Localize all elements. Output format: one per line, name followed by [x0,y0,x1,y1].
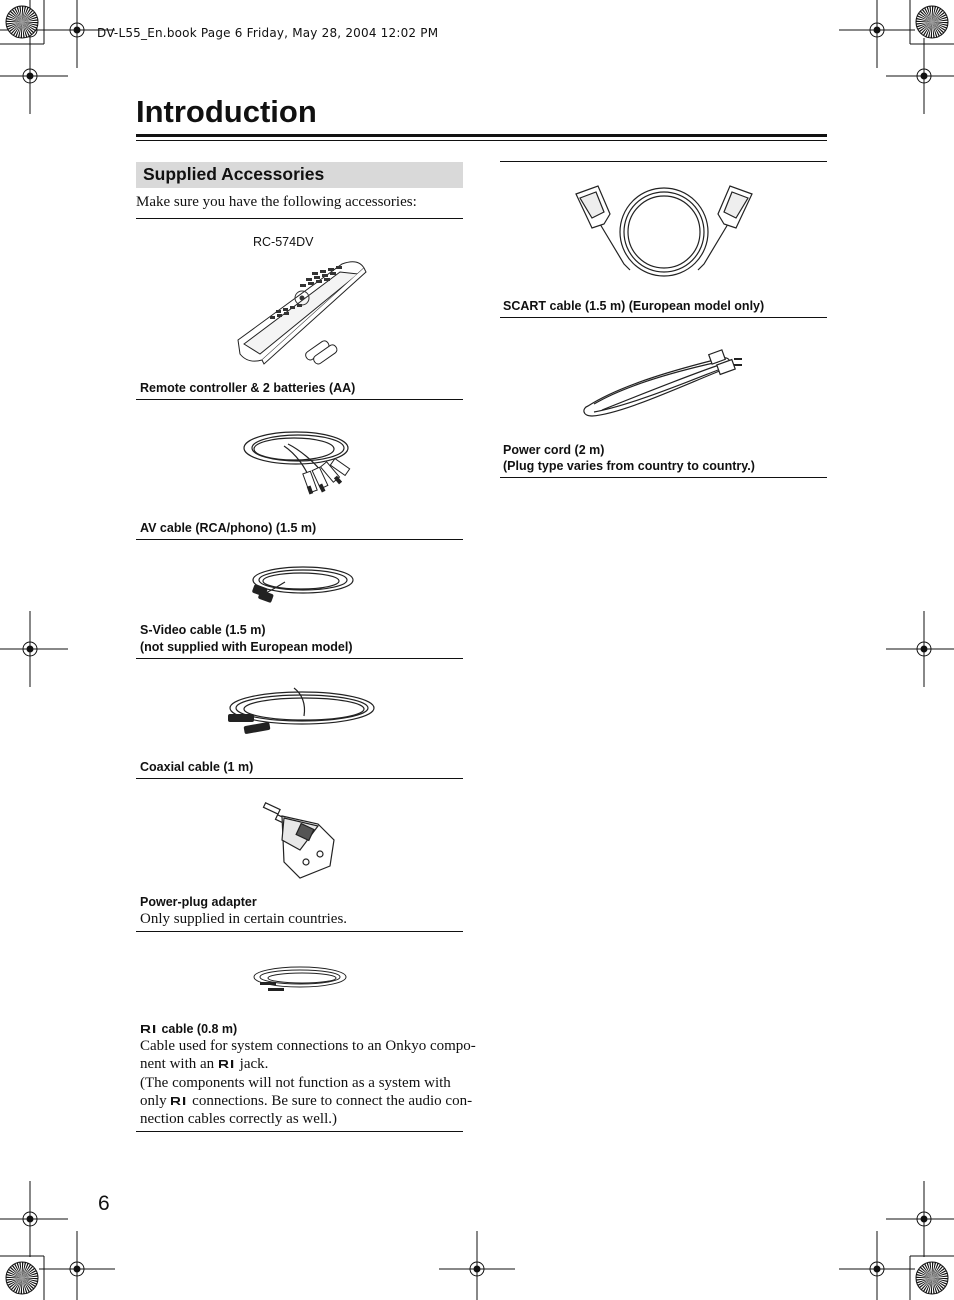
ri-cable-caption: cable (0.8 m) [161,1022,238,1036]
power-cord-caption-line1: Power cord (2 m) [503,443,605,457]
coaxial-cable-illustration [222,684,380,744]
ri-logo-icon [140,1023,158,1034]
ri-logo-icon [218,1058,236,1069]
scart-caption: SCART cable (1.5 m) (European model only) [503,299,765,313]
title-rule-thin [136,140,827,141]
ri-cable-body-line5: nection cables correctly as well.) [140,1111,337,1127]
intro-text: Make sure you have the following accessories: [136,194,417,210]
ri-cable-body-line2: nent with an jack. [140,1056,269,1072]
remote-controller-illustration [232,258,372,370]
page-title: Introduction [136,94,317,129]
book-meta: DV-L55_En.book Page 6 Friday, May 28, 2004 12:02 PM [97,26,439,40]
scart-cable-illustration [574,184,756,280]
divider [500,161,827,162]
page-number: 6 [98,1192,110,1215]
divider [136,399,463,400]
svideo-caption-line2: (not supplied with European model) [140,640,353,654]
coaxial-caption: Coaxial cable (1 m) [140,760,254,774]
section-heading: Supplied Accessories [136,162,463,188]
title-rule-thick [136,134,827,137]
remote-model-label: RC-574DV [253,235,314,249]
av-cable-caption: AV cable (RCA/phono) (1.5 m) [140,521,317,535]
power-cord-illustration [582,344,744,424]
divider [136,1131,463,1132]
divider [136,658,463,659]
ri-cable-body-line3: (The components will not function as a system with [140,1075,451,1091]
divider [136,778,463,779]
av-cable-illustration [240,424,360,504]
remote-caption: Remote controller & 2 batteries (AA) [140,381,356,395]
power-plug-adapter-illustration [256,800,342,882]
ri-cable-illustration [250,962,350,998]
ri-cable-body-line4: only connections. Be sure to connect the audio con- [140,1093,473,1109]
svideo-cable-illustration [245,562,357,606]
divider [136,218,463,219]
divider [136,931,463,932]
ri-logo-icon [170,1095,188,1106]
plug-adapter-note: Only supplied in certain countries. [140,911,348,927]
power-cord-caption-line2: (Plug type varies from country to country.) [503,459,755,473]
ri-cable-caption-row [140,1021,237,1038]
svideo-caption-line1: S-Video cable (1.5 m) [140,623,266,637]
divider [136,539,463,540]
ri-cable-body-line1: Cable used for system connections to an Onkyo compo- [140,1038,476,1054]
divider [500,317,827,318]
plug-adapter-caption: Power-plug adapter [140,895,257,909]
divider [500,477,827,478]
